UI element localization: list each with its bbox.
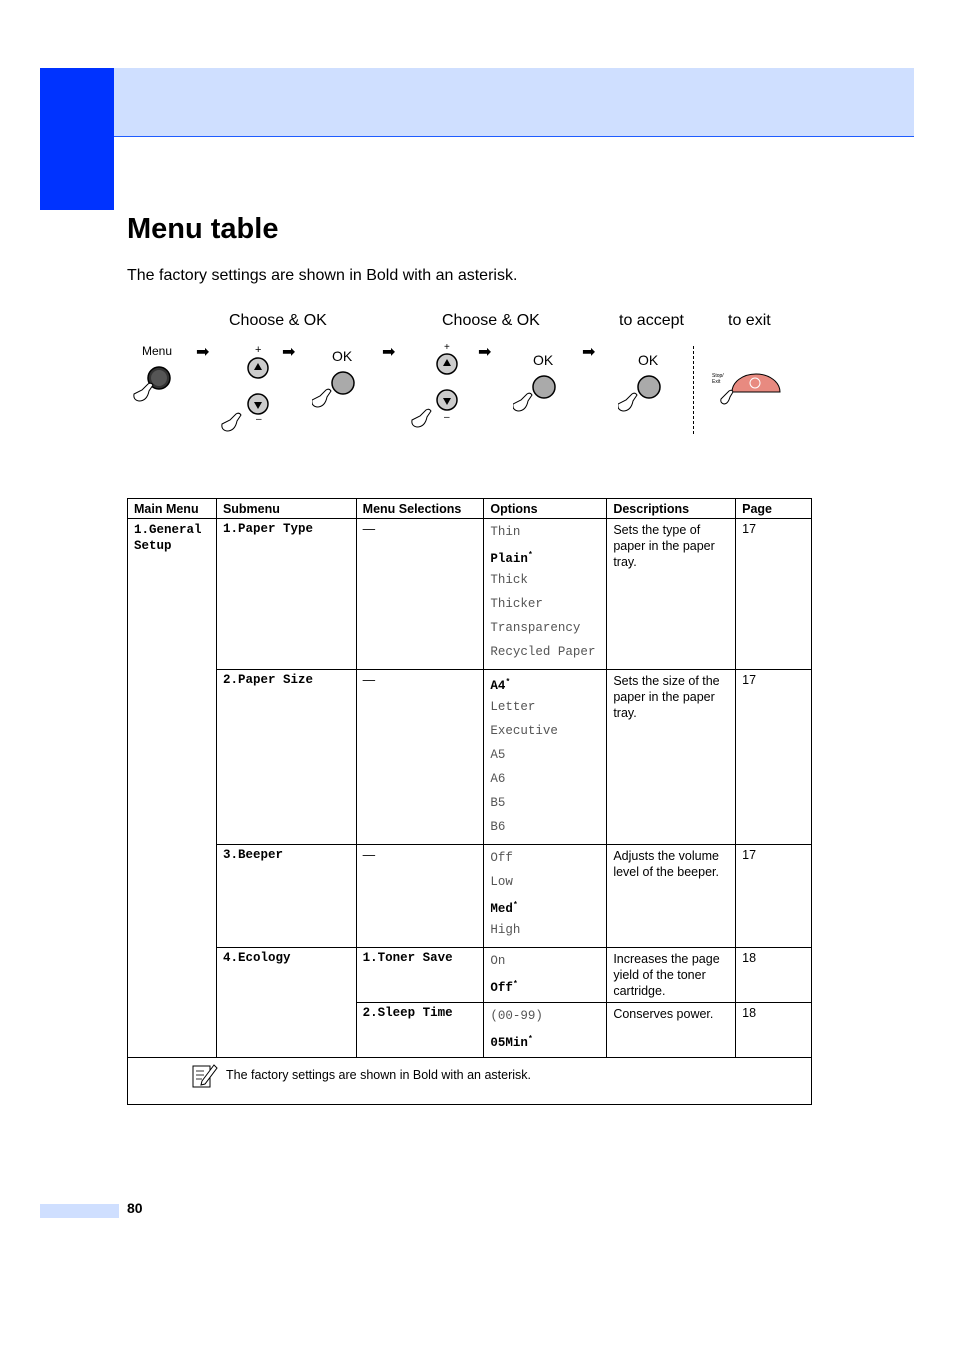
ok-button-icon <box>312 368 362 412</box>
main-menu-cell <box>128 519 217 1058</box>
page-cell: 17 <box>736 519 812 670</box>
chapter-tab <box>40 68 114 210</box>
stop-exit-button-icon <box>720 366 784 406</box>
col-header: Main Menu <box>128 499 217 519</box>
main-menu-label: 1.General Setup <box>134 523 202 553</box>
page-title: Menu table <box>127 213 279 245</box>
divider-line <box>693 346 694 434</box>
table-row <box>128 519 812 670</box>
ok-label-2: OK <box>533 352 554 368</box>
options-cell <box>484 948 607 1003</box>
option-default: Plain* <box>490 551 533 567</box>
description-cell: Sets the size of the paper in the paper tray. <box>607 670 736 845</box>
arrow-2-icon: ➡ <box>282 344 296 361</box>
option: Thick <box>490 573 528 587</box>
option: A5 <box>490 748 506 762</box>
ok-label-1: OK <box>332 348 353 364</box>
page-number: 80 <box>127 1200 143 1216</box>
page-cell: 17 <box>736 670 812 845</box>
step-label-3: to accept <box>619 312 684 329</box>
menu-button-label: Menu <box>142 344 173 358</box>
options-cell <box>484 845 607 948</box>
note-cell <box>128 1058 812 1105</box>
option-default: Med* <box>490 901 518 917</box>
option: High <box>490 923 521 937</box>
page-cell: 18 <box>736 1003 812 1058</box>
arrow-1-icon: ➡ <box>196 344 210 361</box>
option: Thin <box>490 525 521 539</box>
option: Transparency <box>490 621 581 635</box>
svg-text:+: + <box>444 342 450 353</box>
option-default: A4* <box>490 678 511 694</box>
footer-bar <box>40 1204 119 1218</box>
options-cell <box>484 670 607 845</box>
plus-label: + <box>255 344 262 356</box>
table-row <box>128 845 812 948</box>
option: B6 <box>490 820 506 834</box>
up-down-keys-icon-2 <box>408 342 468 436</box>
col-header: Page <box>736 499 812 519</box>
selection-cell: 1.Toner Save <box>356 948 484 1003</box>
table-row <box>128 948 812 1003</box>
option: B5 <box>490 796 506 810</box>
note-row <box>128 1058 812 1105</box>
key-sequence-diagram <box>120 338 800 448</box>
selection-cell: 2.Sleep Time <box>356 1003 484 1058</box>
selection-cell: — <box>356 670 484 845</box>
option: Off <box>490 851 513 865</box>
header-band <box>114 68 914 137</box>
intro-text: The factory settings are shown in Bold with an asterisk. <box>127 267 518 284</box>
page-cell: 18 <box>736 948 812 1003</box>
option: Letter <box>490 700 536 714</box>
col-header: Descriptions <box>607 499 736 519</box>
ok-label-3: OK <box>638 352 659 368</box>
selection-cell: — <box>356 519 484 670</box>
menu-table <box>127 498 812 1105</box>
col-header: Options <box>484 499 607 519</box>
description-cell: Conserves power. <box>607 1003 736 1058</box>
option: Low <box>490 875 513 889</box>
col-header: Menu Selections <box>356 499 484 519</box>
submenu-cell: 1.Paper Type <box>216 519 356 670</box>
description-cell: Increases the page yield of the toner cartridge. <box>607 948 736 1003</box>
note-text: The factory settings are shown in Bold with an asterisk. <box>226 1068 532 1082</box>
option: Thicker <box>490 597 543 611</box>
arrow-3-icon: ➡ <box>382 344 396 361</box>
option-default: 05Min* <box>490 1035 533 1051</box>
step-label-2: Choose & OK <box>442 312 540 329</box>
submenu-cell: 2.Paper Size <box>216 670 356 845</box>
selection-cell: — <box>356 845 484 948</box>
option: (00-99) <box>490 1009 543 1023</box>
page-cell: 17 <box>736 845 812 948</box>
up-down-keys-icon <box>220 356 280 436</box>
option: On <box>490 954 506 968</box>
note-pencil-icon <box>190 1061 218 1089</box>
svg-text:–: – <box>444 412 450 423</box>
arrow-4-icon: ➡ <box>478 344 492 361</box>
ok-button-icon-3 <box>618 372 668 416</box>
table-header-row <box>128 499 812 519</box>
table-row <box>128 670 812 845</box>
svg-text:–: – <box>256 414 262 425</box>
option-default: Off* <box>490 980 518 996</box>
option: Executive <box>490 724 558 738</box>
step-label-4: to exit <box>728 312 771 329</box>
submenu-cell: 3.Beeper <box>216 845 356 948</box>
option: A6 <box>490 772 506 786</box>
col-header: Submenu <box>216 499 356 519</box>
ok-button-icon-2 <box>513 372 563 416</box>
options-cell <box>484 1003 607 1058</box>
arrow-5-icon: ➡ <box>582 344 596 361</box>
submenu-cell: 4.Ecology <box>216 948 356 1058</box>
options-cell <box>484 519 607 670</box>
menu-button-icon <box>128 362 188 410</box>
option: Recycled Paper <box>490 645 596 659</box>
description-cell: Adjusts the volume level of the beeper. <box>607 845 736 948</box>
step-label-1: Choose & OK <box>229 312 327 329</box>
stop-exit-label: Stop/ Exit <box>712 373 724 385</box>
description-cell: Sets the type of paper in the paper tray. <box>607 519 736 670</box>
